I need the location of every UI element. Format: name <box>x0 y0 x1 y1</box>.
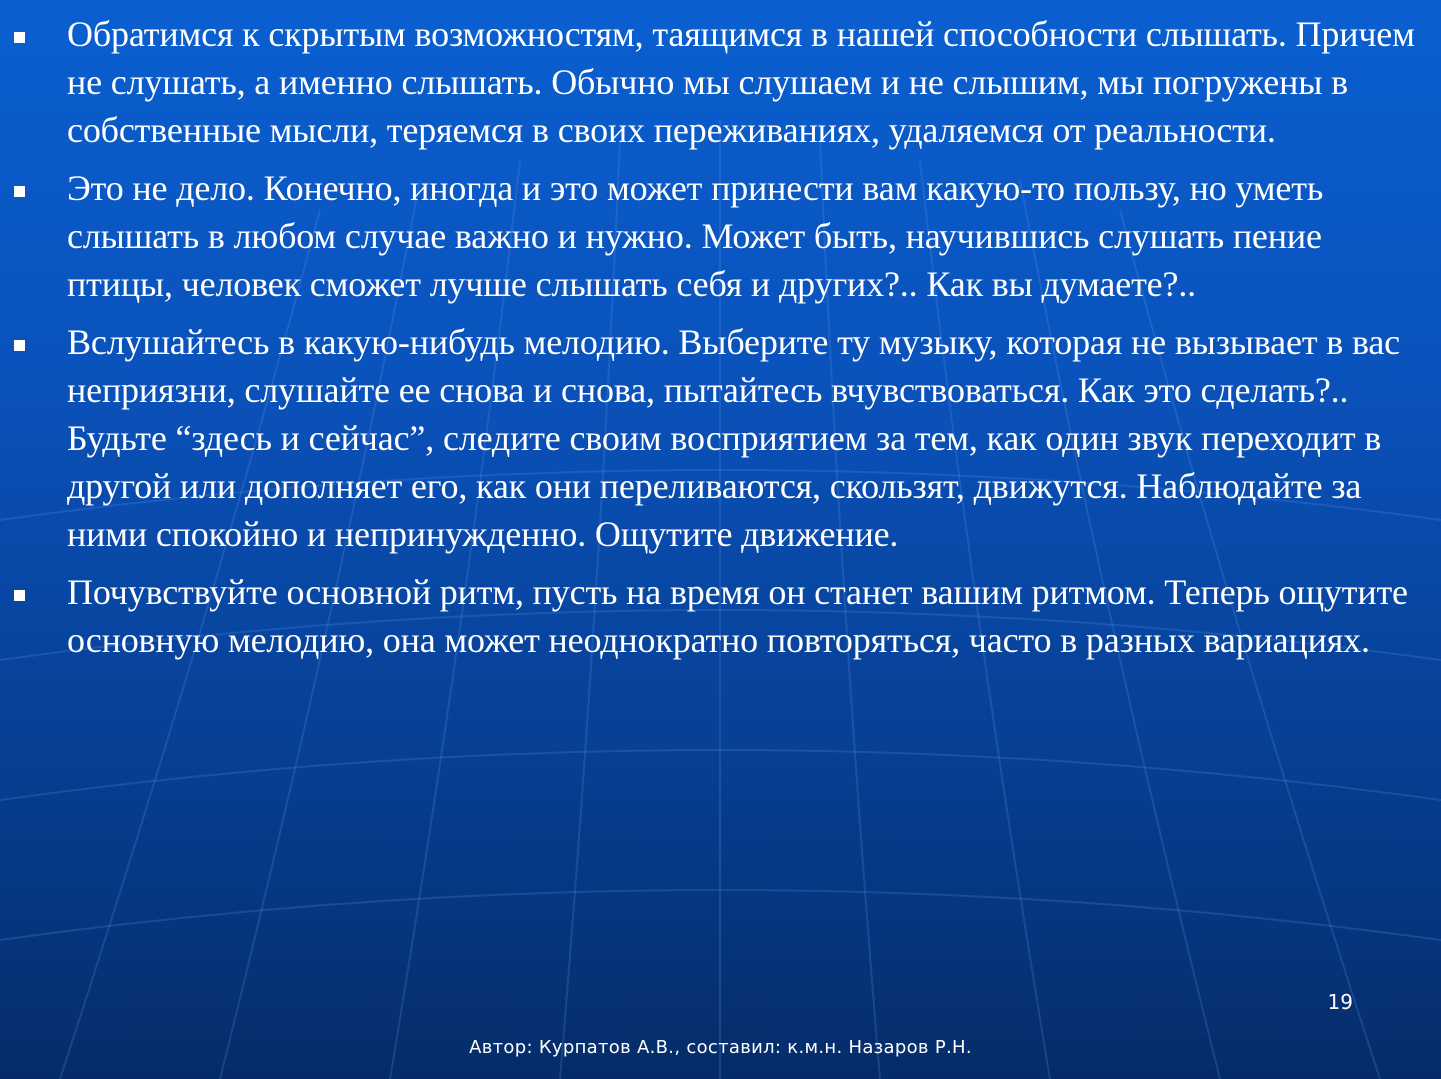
bullet-item <box>0 568 1441 664</box>
slide-body <box>0 10 1441 674</box>
slide-page-number: 19 <box>1327 990 1353 1014</box>
square-bullet-icon <box>14 340 25 351</box>
bullet-item <box>0 10 1441 154</box>
footer-credit: Автор: Курпатов А.В., составил: к.м.н. Назаров Р.Н. <box>469 1037 972 1058</box>
square-bullet-icon <box>14 186 25 197</box>
bullet-text: Это не дело. Конечно, иногда и это может принести вам какую-то пользу, но уметь слышать в любом случае важно и нужно. Может быть, научившись слушать пение птицы, человек сможет лучше слышать себя и других?.. Как вы думаете?.. <box>67 168 1324 304</box>
bullet-text: Обратимся к скрытым возможностям, таящимся в нашей способности слышать. Причем не слушать, а именно слышать. Обычно мы слушаем и не слышим, мы погружены в собственные мысли, теряемся в своих переживаниях, удаляемся от реальности. <box>67 14 1415 150</box>
bullet-item <box>0 164 1441 308</box>
square-bullet-icon <box>14 590 25 601</box>
bullet-text: Вслушайтесь в какую-нибудь мелодию. Выберите ту музыку, которая не вызывает в вас неприязни, слушайте ее снова и снова, пытайтесь вчувствоваться. Как это сделать?.. Будьте “здесь и сейчас”, следите своим восприятием за тем, как один звук переходит в другой или дополняет его, как они переливаются, скользят, движутся. Наблюдайте за ними спокойно и непринужденно. Ощутите движение. <box>67 322 1400 554</box>
bullet-item <box>0 318 1441 558</box>
square-bullet-icon <box>14 32 25 43</box>
bullet-text: Почувствуйте основной ритм, пусть на время он станет вашим ритмом. Теперь ощутите основную мелодию, она может неоднократно повторяться, часто в разных вариациях. <box>67 572 1408 660</box>
